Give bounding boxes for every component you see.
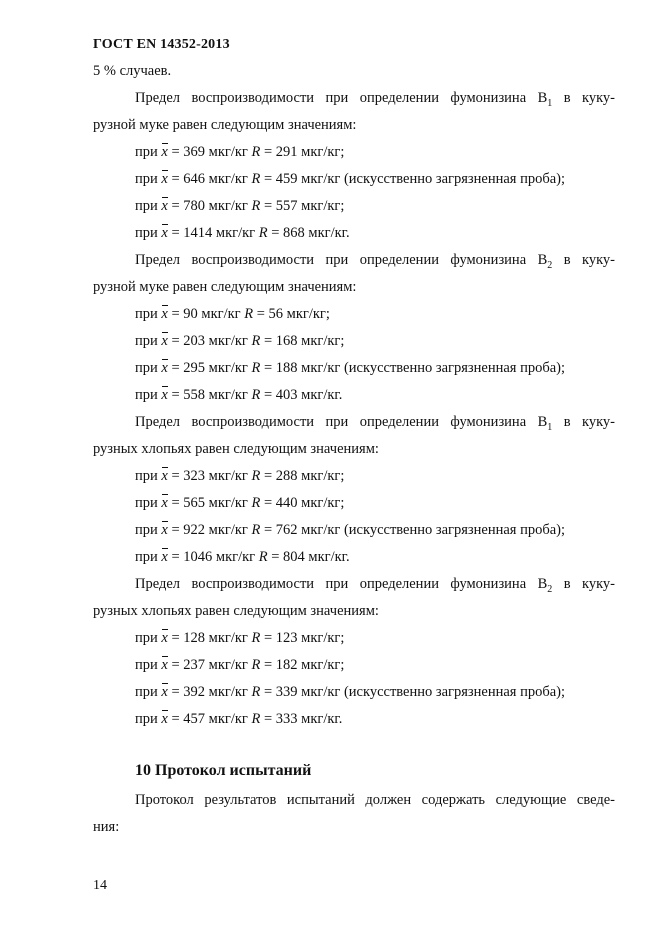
- value-suffix: мкг/кг;: [297, 630, 345, 646]
- x-mean-symbol: x: [161, 139, 167, 166]
- unit-text: мкг/кг: [205, 657, 252, 673]
- value-line: при x = 295 мкг/кг R = 188 мкг/кг (искусственно загрязненная проба);: [93, 355, 615, 382]
- section-spacer: [93, 733, 615, 755]
- value-line: при x = 369 мкг/кг R = 291 мкг/кг;: [93, 139, 615, 166]
- x-mean-symbol: x: [161, 625, 167, 652]
- x-mean-symbol: x: [161, 652, 167, 679]
- value-line: при x = 237 мкг/кг R = 182 мкг/кг;: [93, 652, 615, 679]
- r-symbol: R: [251, 495, 261, 511]
- value-line: при x = 646 мкг/кг R = 459 мкг/кг (искусственно загрязненная проба);: [93, 166, 615, 193]
- x-mean-value: 780: [183, 198, 206, 214]
- unit-text: мкг/кг: [205, 198, 252, 214]
- unit-text: мкг/кг: [205, 630, 252, 646]
- value-suffix: мкг/кг (искусственно загрязненная проба);: [297, 360, 566, 376]
- unit-text: мкг/кг: [205, 468, 252, 484]
- value-prefix: при: [135, 522, 162, 538]
- value-suffix: мкг/кг;: [283, 306, 330, 322]
- value-line: при x = 558 мкг/кг R = 403 мкг/кг.: [93, 382, 615, 409]
- r-value: 333: [275, 711, 298, 727]
- r-value: 56: [268, 306, 284, 322]
- values-b2-flakes: [93, 625, 615, 733]
- value-suffix: мкг/кг.: [304, 549, 350, 565]
- values-b1-flour: [93, 139, 615, 247]
- r-symbol: R: [251, 333, 261, 349]
- x-mean-value: 565: [183, 495, 206, 511]
- r-value: 123: [275, 630, 298, 646]
- value-suffix: мкг/кг;: [297, 144, 345, 160]
- x-mean-symbol: x: [161, 679, 167, 706]
- value-suffix: мкг/кг;: [297, 495, 345, 511]
- x-mean-symbol: x: [161, 517, 167, 544]
- x-mean-value: 392: [183, 684, 206, 700]
- value-suffix: мкг/кг;: [297, 333, 345, 349]
- x-mean-symbol: x: [161, 193, 167, 220]
- r-symbol: R: [258, 225, 268, 241]
- r-symbol: R: [251, 657, 261, 673]
- r-value: 288: [275, 468, 298, 484]
- r-symbol: R: [258, 549, 268, 565]
- r-symbol: R: [251, 468, 261, 484]
- body-text: [93, 58, 615, 841]
- r-value: 762: [275, 522, 298, 538]
- value-line: при x = 203 мкг/кг R = 168 мкг/кг;: [93, 328, 615, 355]
- value-suffix: мкг/кг (искусственно загрязненная проба);: [297, 522, 566, 538]
- paragraph-b2-flour-line2: рузной муке равен следующим значениям:: [93, 279, 357, 295]
- x-mean-symbol: x: [161, 706, 167, 733]
- value-prefix: при: [135, 198, 162, 214]
- value-prefix: при: [135, 225, 162, 241]
- r-symbol: R: [251, 144, 261, 160]
- value-prefix: при: [135, 306, 162, 322]
- r-value: 188: [275, 360, 298, 376]
- x-mean-value: 1414: [183, 225, 213, 241]
- paragraph-b1-flour-line2: рузной муке равен следующим значениям:: [93, 117, 357, 133]
- value-prefix: при: [135, 684, 162, 700]
- unit-text: мкг/кг: [205, 144, 252, 160]
- value-prefix: при: [135, 360, 162, 376]
- value-suffix: мкг/кг (искусственно загрязненная проба);: [297, 684, 566, 700]
- paragraph-b2-flakes-line2: рузных хлопьях равен следующим значениям:: [93, 603, 379, 619]
- unit-text: мкг/кг: [197, 306, 245, 322]
- value-suffix: мкг/кг.: [297, 711, 343, 727]
- value-suffix: мкг/кг.: [297, 387, 343, 403]
- r-value: 339: [275, 684, 298, 700]
- x-mean-symbol: x: [161, 220, 167, 247]
- r-symbol: R: [244, 306, 254, 322]
- x-mean-symbol: x: [161, 463, 167, 490]
- section-title: 10 Протокол испытаний: [135, 762, 312, 779]
- unit-text: мкг/кг: [205, 360, 252, 376]
- value-prefix: при: [135, 171, 162, 187]
- x-mean-value: 237: [183, 657, 206, 673]
- r-value: 291: [275, 144, 298, 160]
- value-prefix: при: [135, 495, 162, 511]
- unit-text: мкг/кг: [205, 711, 252, 727]
- r-value: 557: [275, 198, 298, 214]
- x-mean-value: 1046: [183, 549, 213, 565]
- x-mean-symbol: x: [161, 328, 167, 355]
- x-mean-value: 128: [183, 630, 206, 646]
- x-mean-value: 203: [183, 333, 206, 349]
- value-line: при x = 392 мкг/кг R = 339 мкг/кг (искусственно загрязненная проба);: [93, 679, 615, 706]
- document-header: ГОСТ EN 14352-2013: [93, 37, 230, 52]
- r-symbol: R: [251, 711, 261, 727]
- opening-line: 5 % случаев.: [93, 63, 172, 79]
- value-line: при x = 457 мкг/кг R = 333 мкг/кг.: [93, 706, 615, 733]
- values-b1-flakes: [93, 463, 615, 571]
- x-mean-symbol: x: [161, 355, 167, 382]
- x-mean-value: 90: [183, 306, 198, 322]
- values-b2-flour: [93, 301, 615, 409]
- r-value: 459: [275, 171, 298, 187]
- r-symbol: R: [251, 360, 261, 376]
- value-line: при x = 1046 мкг/кг R = 804 мкг/кг.: [93, 544, 615, 571]
- r-value: 804: [283, 549, 305, 565]
- value-prefix: при: [135, 630, 162, 646]
- value-prefix: при: [135, 711, 162, 727]
- value-prefix: при: [135, 333, 162, 349]
- r-symbol: R: [251, 684, 261, 700]
- x-mean-symbol: x: [161, 490, 167, 517]
- r-symbol: R: [251, 171, 261, 187]
- x-mean-symbol: x: [161, 301, 167, 328]
- value-line: при x = 90 мкг/кг R = 56 мкг/кг;: [93, 301, 615, 328]
- r-value: 868: [283, 225, 305, 241]
- unit-text: мкг/кг: [212, 225, 259, 241]
- r-value: 440: [275, 495, 298, 511]
- value-line: при x = 1414 мкг/кг R = 868 мкг/кг.: [93, 220, 615, 247]
- r-value: 168: [275, 333, 298, 349]
- value-prefix: при: [135, 387, 162, 403]
- section-body-line2: ния:: [93, 819, 120, 835]
- unit-text: мкг/кг: [205, 684, 252, 700]
- value-prefix: при: [135, 657, 162, 673]
- paragraph-b2-flakes-line1: Предел воспроизводимости при определении фумонизина $B_2$ в куку-: [135, 576, 615, 595]
- unit-text: мкг/кг: [205, 522, 252, 538]
- paragraph-b1-flakes-line2: рузных хлопьях равен следующим значениям:: [93, 441, 379, 457]
- value-line: при x = 323 мкг/кг R = 288 мкг/кг;: [93, 463, 615, 490]
- unit-text: мкг/кг: [205, 387, 252, 403]
- r-symbol: R: [251, 387, 261, 403]
- value-prefix: при: [135, 549, 162, 565]
- x-mean-value: 295: [183, 360, 206, 376]
- r-symbol: R: [251, 630, 261, 646]
- value-line: при x = 922 мкг/кг R = 762 мкг/кг (искусственно загрязненная проба);: [93, 517, 615, 544]
- x-mean-value: 922: [183, 522, 206, 538]
- x-mean-symbol: x: [161, 382, 167, 409]
- unit-text: мкг/кг: [205, 333, 252, 349]
- value-suffix: мкг/кг (искусственно загрязненная проба);: [297, 171, 566, 187]
- r-value: 403: [275, 387, 298, 403]
- x-mean-value: 558: [183, 387, 206, 403]
- unit-text: мкг/кг: [205, 171, 252, 187]
- value-prefix: при: [135, 468, 162, 484]
- unit-text: мкг/кг: [205, 495, 252, 511]
- section-body-line1: Протокол результатов испытаний должен содержать следующие сведе-: [135, 792, 615, 808]
- value-line: при x = 565 мкг/кг R = 440 мкг/кг;: [93, 490, 615, 517]
- x-mean-value: 323: [183, 468, 206, 484]
- r-value: 182: [275, 657, 298, 673]
- value-suffix: мкг/кг.: [304, 225, 350, 241]
- x-mean-value: 646: [183, 171, 206, 187]
- paragraph-b1-flakes-line1: Предел воспроизводимости при определении фумонизина $B_1$ в куку-: [135, 414, 615, 433]
- value-suffix: мкг/кг;: [297, 468, 345, 484]
- r-symbol: R: [251, 198, 261, 214]
- x-mean-value: 369: [183, 144, 206, 160]
- value-prefix: при: [135, 144, 162, 160]
- unit-text: мкг/кг: [212, 549, 259, 565]
- value-suffix: мкг/кг;: [297, 657, 345, 673]
- x-mean-symbol: x: [161, 166, 167, 193]
- paragraph-b1-flour-line1: Предел воспроизводимости при определении фумонизина $B_1$ в куку-: [135, 90, 615, 109]
- value-line: при x = 780 мкг/кг R = 557 мкг/кг;: [93, 193, 615, 220]
- value-line: при x = 128 мкг/кг R = 123 мкг/кг;: [93, 625, 615, 652]
- value-suffix: мкг/кг;: [297, 198, 345, 214]
- page-number: 14: [93, 878, 107, 893]
- x-mean-value: 457: [183, 711, 206, 727]
- paragraph-b2-flour-line1: Предел воспроизводимости при определении фумонизина $B_2$ в куку-: [135, 252, 615, 271]
- x-mean-symbol: x: [161, 544, 167, 571]
- r-symbol: R: [251, 522, 261, 538]
